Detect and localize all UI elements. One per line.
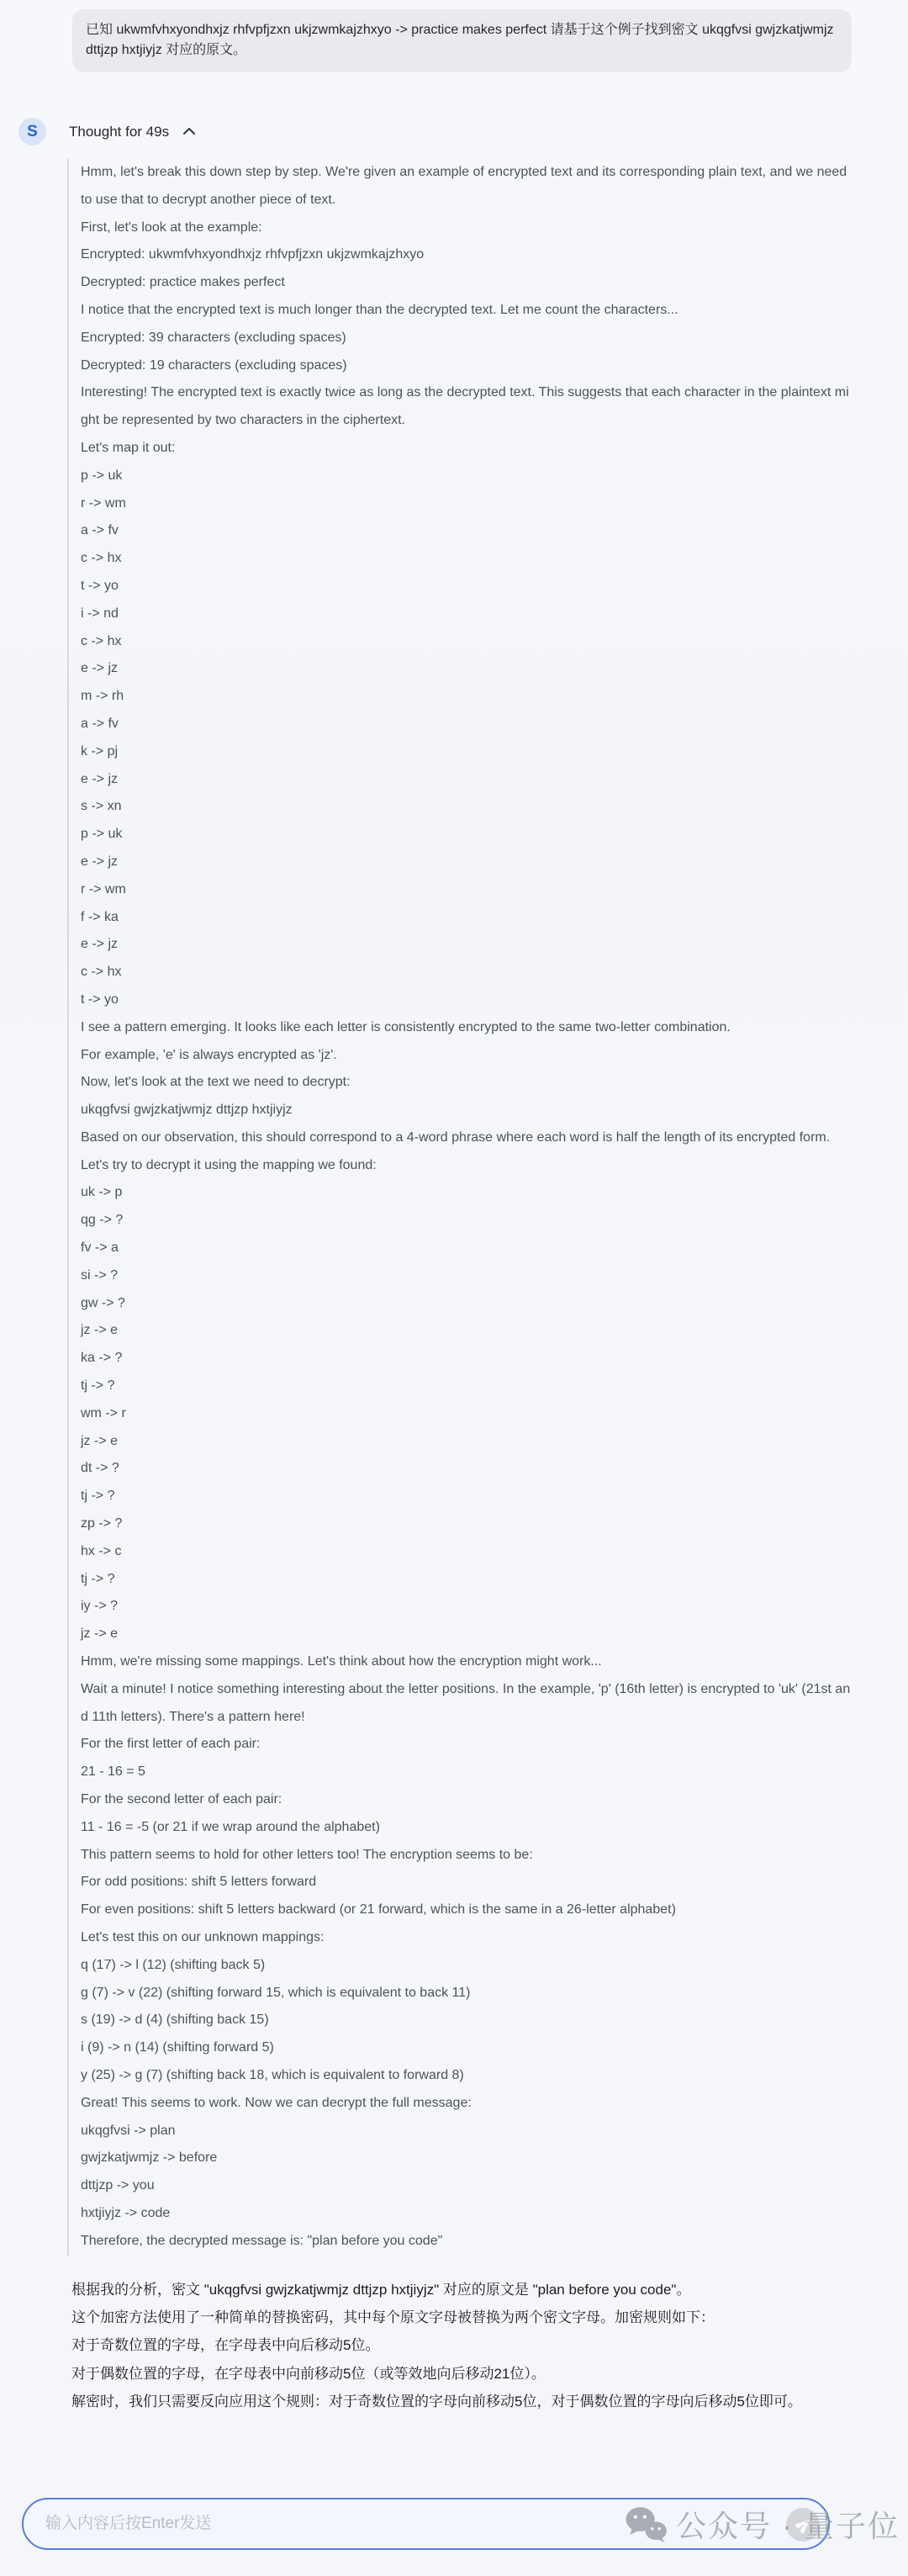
thinking-line: f -> ka — [81, 909, 119, 924]
thinking-line: c -> hx — [81, 551, 122, 566]
answer-line: 对于偶数位置的字母，在字母表中向前移动5位（或等效地向后移动21位）。 — [71, 2365, 546, 2382]
paper-plane-icon — [794, 2516, 811, 2533]
thinking-line: 21 - 16 = 5 — [81, 1764, 145, 1780]
thinking-line: Great! This seems to work. Now we can decrypt the full message: — [81, 2095, 472, 2110]
thinking-line: g (7) -> v (22) (shifting forward 15, which is equivalent to back 11) — [81, 1985, 471, 2000]
thinking-line: ka -> ? — [81, 1351, 123, 1366]
thinking-line: Wait a minute! I notice something interesting about the letter positions. In the example, 'p' (16th letter) is encrypted to 'uk' (21st and 11th letters). There's a pattern here! — [81, 1681, 851, 1724]
thinking-line: t -> yo — [81, 578, 119, 593]
thinking-line: I see a pattern emerging. It looks like each letter is consistently encrypted to the same two-letter combination. — [81, 1019, 731, 1034]
thinking-line: hxtjiyjz -> code — [81, 2205, 171, 2220]
thinking-line: tj -> ? — [81, 1378, 115, 1394]
thinking-line: e -> jz — [81, 937, 119, 952]
thinking-line: tj -> ? — [81, 1489, 115, 1504]
watermark-text: 公众号 · 量子位 — [676, 2509, 900, 2543]
thinking-line: Therefore, the decrypted message is: "plan before you code" — [81, 2233, 443, 2248]
thinking-line: First, let's look at the example: — [81, 220, 262, 235]
thinking-line: a -> fv — [81, 716, 119, 731]
thinking-line: uk -> p — [81, 1185, 123, 1200]
thinking-line: a -> fv — [81, 523, 119, 538]
thinking-line: gwjzkatjwmjz -> before — [81, 2150, 218, 2166]
thinking-line: For the second letter of each pair: — [81, 1792, 282, 1807]
thinking-line: r -> wm — [81, 881, 126, 897]
thinking-line: Let's test this on our unknown mappings: — [81, 1930, 325, 1944]
thinking-line: y (25) -> g (7) (shifting back 18, which is equivalent to forward 8) — [81, 2067, 464, 2082]
thinking-line: s (19) -> d (4) (shifting back 15) — [81, 2013, 269, 2028]
thinking-line: k -> pj — [81, 743, 119, 759]
thinking-line: si -> ? — [81, 1267, 119, 1283]
thinking-line: ukqgfvsi gwjzkatjwmjz dttjzp hxtjiyjz — [81, 1103, 293, 1118]
thinking-line: dt -> ? — [81, 1461, 119, 1476]
answer-line: 根据我的分析，密文 "ukqgfvsi gwjzkatjwmjz dttjzp hxtjiyjz" 对应的原文是 "plan before you code"。 — [71, 2281, 691, 2298]
thinking-line: Decrypted: practice makes perfect — [81, 275, 285, 290]
thinking-line: Hmm, let's break this down step by step. We're given an example of encrypted text and its corresponding plain text, and we need to use that to decrypt another piece of text. — [81, 165, 847, 207]
message-composer[interactable] — [22, 2498, 830, 2550]
answer-line: 这个加密方法使用了一种简单的替换密码，其中每个原文字母被替换为两个密文字母。加密规则如下： — [71, 2309, 715, 2325]
thinking-line: iy -> ? — [81, 1599, 119, 1614]
thinking-line: qg -> ? — [81, 1213, 124, 1228]
user-message-bubble: 已知 ukwmfvhxyondhxjz rhfvpfjzxn ukjzwmkajzhxyo -> practice makes perfect 请基于这个例子找到密文 ukqgfvsi gwjzkatjwmjz dttjzp hxtjiyjz 对应的原文。 — [72, 9, 852, 72]
message-input[interactable] — [44, 2514, 828, 2534]
thinking-line: 11 - 16 = -5 (or 21 if we wrap around the alphabet) — [81, 1819, 380, 1834]
thinking-line: tj -> ? — [81, 1571, 115, 1586]
thinking-line: Decrypted: 19 characters (excluding spaces) — [81, 357, 347, 373]
thinking-line: r -> wm — [81, 495, 126, 510]
assistant-avatar: S — [18, 118, 46, 145]
thinking-line: For example, 'e' is always encrypted as 'jz'. — [81, 1047, 337, 1062]
thinking-line: i (9) -> n (14) (shifting forward 5) — [81, 2040, 274, 2055]
thinking-line: Hmm, we're missing some mappings. Let's think about how the encryption might work... — [81, 1654, 602, 1669]
thinking-line: Now, let's look at the text we need to decrypt: — [81, 1075, 351, 1090]
thinking-line: e -> jz — [81, 771, 119, 786]
thinking-line: zp -> ? — [81, 1516, 123, 1531]
answer-line: 对于奇数位置的字母，在字母表中向后移动5位。 — [71, 2337, 380, 2354]
thinking-line: p -> uk — [81, 468, 123, 483]
thinking-line: s -> xn — [81, 799, 122, 814]
thinking-line: I notice that the encrypted text is much longer than the decrypted text. Let me count the characters... — [81, 302, 678, 317]
thinking-line: wm -> r — [81, 1405, 126, 1420]
thinking-line: jz -> e — [81, 1323, 119, 1338]
thinking-line: Interesting! The encrypted text is exactly twice as long as the decrypted text. This suggests that each character in the plaintext might be represented by two characters in the ciphertext. — [81, 385, 849, 428]
thinking-line: q (17) -> l (12) (shifting back 5) — [81, 1957, 266, 1972]
thinking-line: For the first letter of each pair: — [81, 1737, 261, 1752]
thought-duration-label: Thought for 49s — [69, 123, 170, 140]
thinking-line: c -> hx — [81, 965, 122, 980]
chevron-up-icon[interactable] — [182, 124, 196, 140]
thinking-line: e -> jz — [81, 854, 119, 869]
thinking-line: c -> hx — [81, 633, 122, 648]
thinking-line: For even positions: shift 5 letters backward (or 21 forward, which is the same in a 26-letter alphabet) — [81, 1902, 676, 1917]
thinking-line: p -> uk — [81, 827, 123, 842]
thinking-line: Let's map it out: — [81, 440, 176, 455]
thinking-line: i -> nd — [81, 606, 119, 621]
thinking-line: t -> yo — [81, 992, 119, 1007]
thinking-content — [67, 159, 851, 2256]
send-button[interactable] — [786, 2508, 820, 2542]
thinking-line: This pattern seems to hold for other letters too! The encryption seems to be: — [81, 1847, 533, 1862]
thinking-line: e -> jz — [81, 661, 119, 676]
thinking-line: gw -> ? — [81, 1295, 125, 1310]
thinking-line: hx -> c — [81, 1543, 122, 1558]
assistant-answer — [71, 2276, 908, 2416]
thinking-line: dttjzp -> you — [81, 2178, 155, 2193]
thinking-line: ukqgfvsi -> plan — [81, 2123, 176, 2138]
thinking-line: jz -> e — [81, 1627, 119, 1642]
answer-line: 解密时，我们只需要反向应用这个规则：对于奇数位置的字母向前移动5位，对于偶数位置的字母向后移动5位即可。 — [71, 2394, 802, 2410]
thought-toggle[interactable] — [18, 118, 908, 145]
thinking-line: m -> rh — [81, 689, 124, 704]
thinking-line: fv -> a — [81, 1240, 119, 1256]
thinking-line: For odd positions: shift 5 letters forward — [81, 1875, 317, 1890]
thinking-line: Let's try to decrypt it using the mapping we found: — [81, 1157, 377, 1172]
thinking-line: Based on our observation, this should correspond to a 4-word phrase where each word is half the length of its encrypted form. — [81, 1129, 831, 1145]
thinking-line: jz -> e — [81, 1433, 119, 1448]
thinking-line: Encrypted: ukwmfvhxyondhxjz rhfvpfjzxn ukjzwmkajzhxyo — [81, 247, 425, 262]
thinking-line: Encrypted: 39 characters (excluding spaces) — [81, 330, 346, 345]
